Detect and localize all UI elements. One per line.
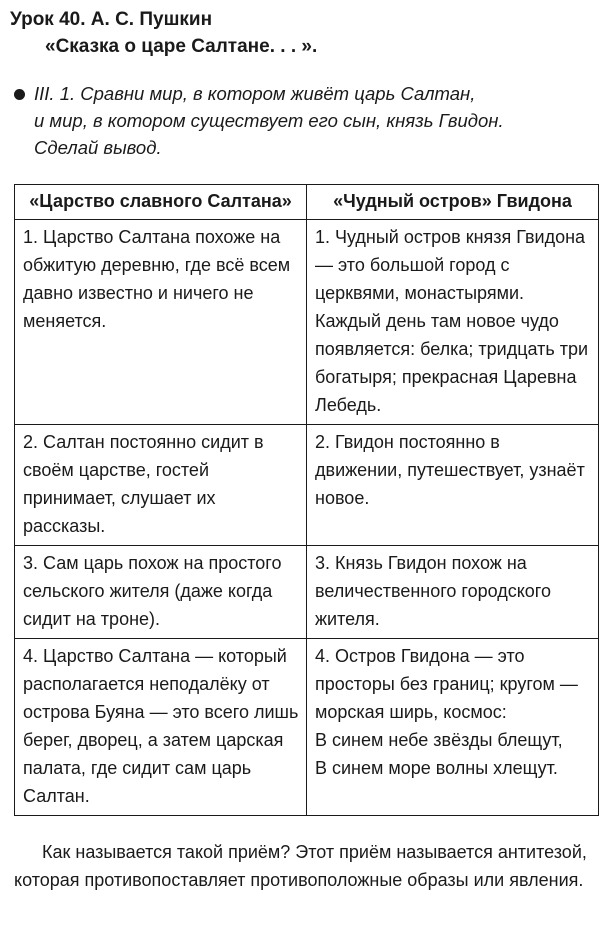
table-cell: 4. Царство Салтана — который располагается неподалёку от острова Буяна — это всего лишь берег, дворец, а затем царская палата, где сидит сам царь Салтан. [15,639,307,816]
table-cell: 3. Сам царь похож на простого сельского жителя (даже когда сидит на троне). [15,546,307,639]
lesson-subtitle: «Сказка о царе Салтане. . . ». [45,36,318,57]
task-text [14,80,606,161]
table-cell: 2. Гвидон постоянно в движении, путешествует, узнаёт новое. [307,425,599,546]
table-cell: 3. Князь Гвидон похож на величественного городского жителя. [307,546,599,639]
lesson-title: Урок 40. А. С. Пушкин [10,9,213,30]
table-row [15,220,599,425]
poem-line-1: В синем небе звёзды блещут, [315,730,563,750]
bullet-icon [14,89,25,100]
table-row [15,425,599,546]
column-header-gvidon: «Чудный остров» Гвидона [307,185,599,220]
comparison-table [14,184,599,816]
task-line-1: III. 1. Сравни мир, в котором живёт царь Салтан, [34,83,476,104]
table-header-row [15,185,599,220]
lesson-header [10,6,600,60]
table-cell: 1. Чудный остров князя Гвидона — это большой город с церквями, монастырями. Каждый день там новое чудо появляется: белка; тридцать три богатыря; прекрасная Царевна Лебедь. [307,220,599,425]
table-cell: 2. Салтан постоянно сидит в своём царстве, гостей принимает, слушает их рассказы. [15,425,307,546]
cell-text: 4. Остров Гвидона — это просторы без границ; кругом — морская ширь, космос: [315,646,578,722]
task-line-3: Сделай вывод. [34,137,162,158]
table-row [15,639,599,816]
column-header-saltan: «Царство славного Салтана» [15,185,307,220]
table-cell: 1. Царство Салтана похоже на обжитую деревню, где всё всем давно известно и ничего не меняется. [15,220,307,425]
task-line-2: и мир, в котором существует его сын, князь Гвидон. [34,110,504,131]
conclusion-paragraph: Как называется такой приём? Этот приём называется антитезой, которая противопоставляет противоположные образы или явления. [14,842,587,890]
poem-line-2: В синем море волны хлещут. [315,758,558,778]
table-cell-with-poem [307,639,599,816]
task-block [14,80,606,161]
table-row [15,546,599,639]
